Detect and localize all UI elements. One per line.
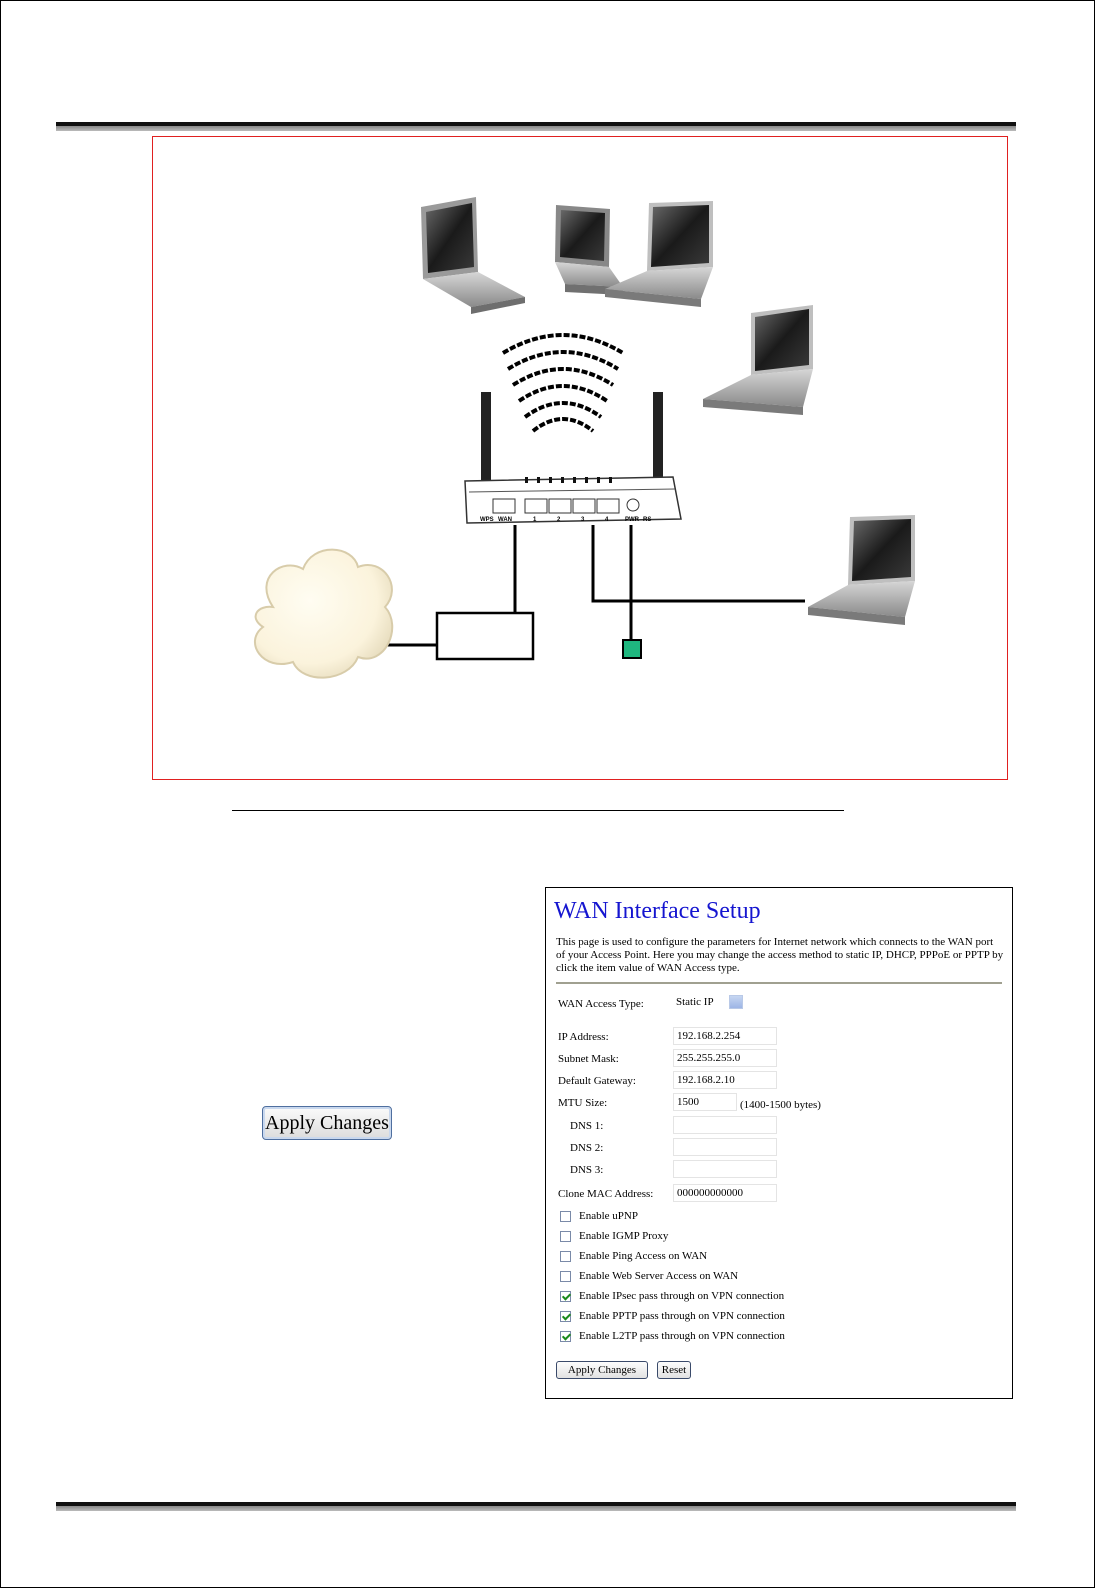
modem-box (437, 613, 533, 659)
reset-button[interactable]: Reset (657, 1361, 691, 1379)
default-gateway-label: Default Gateway: (558, 1075, 636, 1087)
panel-apply-changes-button[interactable]: Apply Changes (556, 1361, 648, 1379)
checkbox-row-igmp-proxy[interactable] (560, 1230, 668, 1242)
checkbox[interactable] (560, 1291, 571, 1302)
ip-address-input[interactable]: 192.168.2.254 (673, 1027, 777, 1045)
laptop-icon (808, 515, 915, 625)
port-label: PWR (625, 517, 639, 523)
checkbox-row-ping-access[interactable] (560, 1250, 707, 1262)
port-label: WAN (498, 517, 512, 523)
subnet-mask-label: Subnet Mask: (558, 1053, 619, 1065)
mtu-size-input[interactable]: 1500 (673, 1093, 737, 1111)
network-diagram (152, 136, 1008, 780)
power-adapter-icon (623, 640, 641, 658)
wan-access-type-label: WAN Access Type: (558, 998, 644, 1010)
caption-underline (232, 810, 844, 811)
checkbox-row-ipsec[interactable] (560, 1290, 784, 1302)
checkbox[interactable] (560, 1211, 571, 1222)
dns1-label: DNS 1: (570, 1120, 604, 1132)
network-diagram-svg (153, 137, 1007, 779)
page-description: This page is used to configure the parameters for Internet network which connects to the WAN port of your Access Point. Here you may change the access method to static IP, DHCP, PPPoE or PPTP by click the item value of WAN Access type. (556, 936, 1004, 974)
checkbox-row-upnp[interactable] (560, 1210, 638, 1222)
page-title: WAN Interface Setup (554, 898, 761, 924)
port-label: RS (643, 517, 652, 523)
checkbox[interactable] (560, 1311, 571, 1322)
clone-mac-input[interactable]: 000000000000 (673, 1184, 777, 1202)
checkbox-row-pptp[interactable] (560, 1310, 785, 1322)
mtu-size-hint: (1400-1500 bytes) (740, 1099, 821, 1111)
laptop-icon (555, 205, 623, 295)
ip-address-label: IP Address: (558, 1031, 609, 1043)
laptop-icon (703, 305, 813, 415)
checkbox-label: Enable uPNP (579, 1210, 638, 1222)
port-label: 4 (605, 517, 609, 523)
checkbox-label: Enable IPsec pass through on VPN connection (579, 1290, 785, 1302)
apply-changes-button[interactable]: Apply Changes (262, 1106, 392, 1140)
checkbox-label: Enable L2TP pass through on VPN connection (579, 1330, 785, 1342)
default-gateway-input[interactable]: 192.168.2.10 (673, 1071, 777, 1089)
dns1-input[interactable] (673, 1116, 777, 1134)
checkbox[interactable] (560, 1231, 571, 1242)
dns2-label: DNS 2: (570, 1142, 604, 1154)
subnet-mask-input[interactable]: 255.255.255.0 (673, 1049, 777, 1067)
checkbox[interactable] (560, 1251, 571, 1262)
checkbox-label: Enable Ping Access on WAN (579, 1250, 708, 1262)
port-label: 1 (533, 517, 537, 523)
chevron-down-icon[interactable] (729, 995, 743, 1009)
checkbox[interactable] (560, 1331, 571, 1342)
laptop-icon (605, 201, 713, 307)
internet-cloud-icon (255, 550, 392, 678)
port-label: 2 (557, 517, 561, 523)
checkbox-label: Enable Web Server Access on WAN (579, 1270, 739, 1282)
footer-rule (56, 1502, 1016, 1511)
checkbox-row-l2tp[interactable] (560, 1330, 785, 1342)
wan-interface-setup-panel (545, 887, 1013, 1399)
dns2-input[interactable] (673, 1138, 777, 1156)
divider (556, 982, 1002, 984)
checkbox-label: Enable PPTP pass through on VPN connection (579, 1310, 785, 1322)
wan-access-type-select[interactable]: Static IP (676, 996, 714, 1008)
checkbox[interactable] (560, 1271, 571, 1282)
port-label: WPS (480, 517, 494, 523)
laptop-icon (421, 197, 525, 314)
router-icon (465, 392, 681, 523)
mtu-size-label: MTU Size: (558, 1097, 608, 1109)
dns3-input[interactable] (673, 1160, 777, 1178)
checkbox-label: Enable IGMP Proxy (579, 1230, 669, 1242)
wireless-signal-icon (503, 335, 623, 431)
header-rule (56, 122, 1016, 131)
clone-mac-label: Clone MAC Address: (558, 1188, 654, 1200)
dns3-label: DNS 3: (570, 1164, 604, 1176)
port-label: 3 (581, 517, 585, 523)
checkbox-row-web-server-access[interactable] (560, 1270, 738, 1282)
